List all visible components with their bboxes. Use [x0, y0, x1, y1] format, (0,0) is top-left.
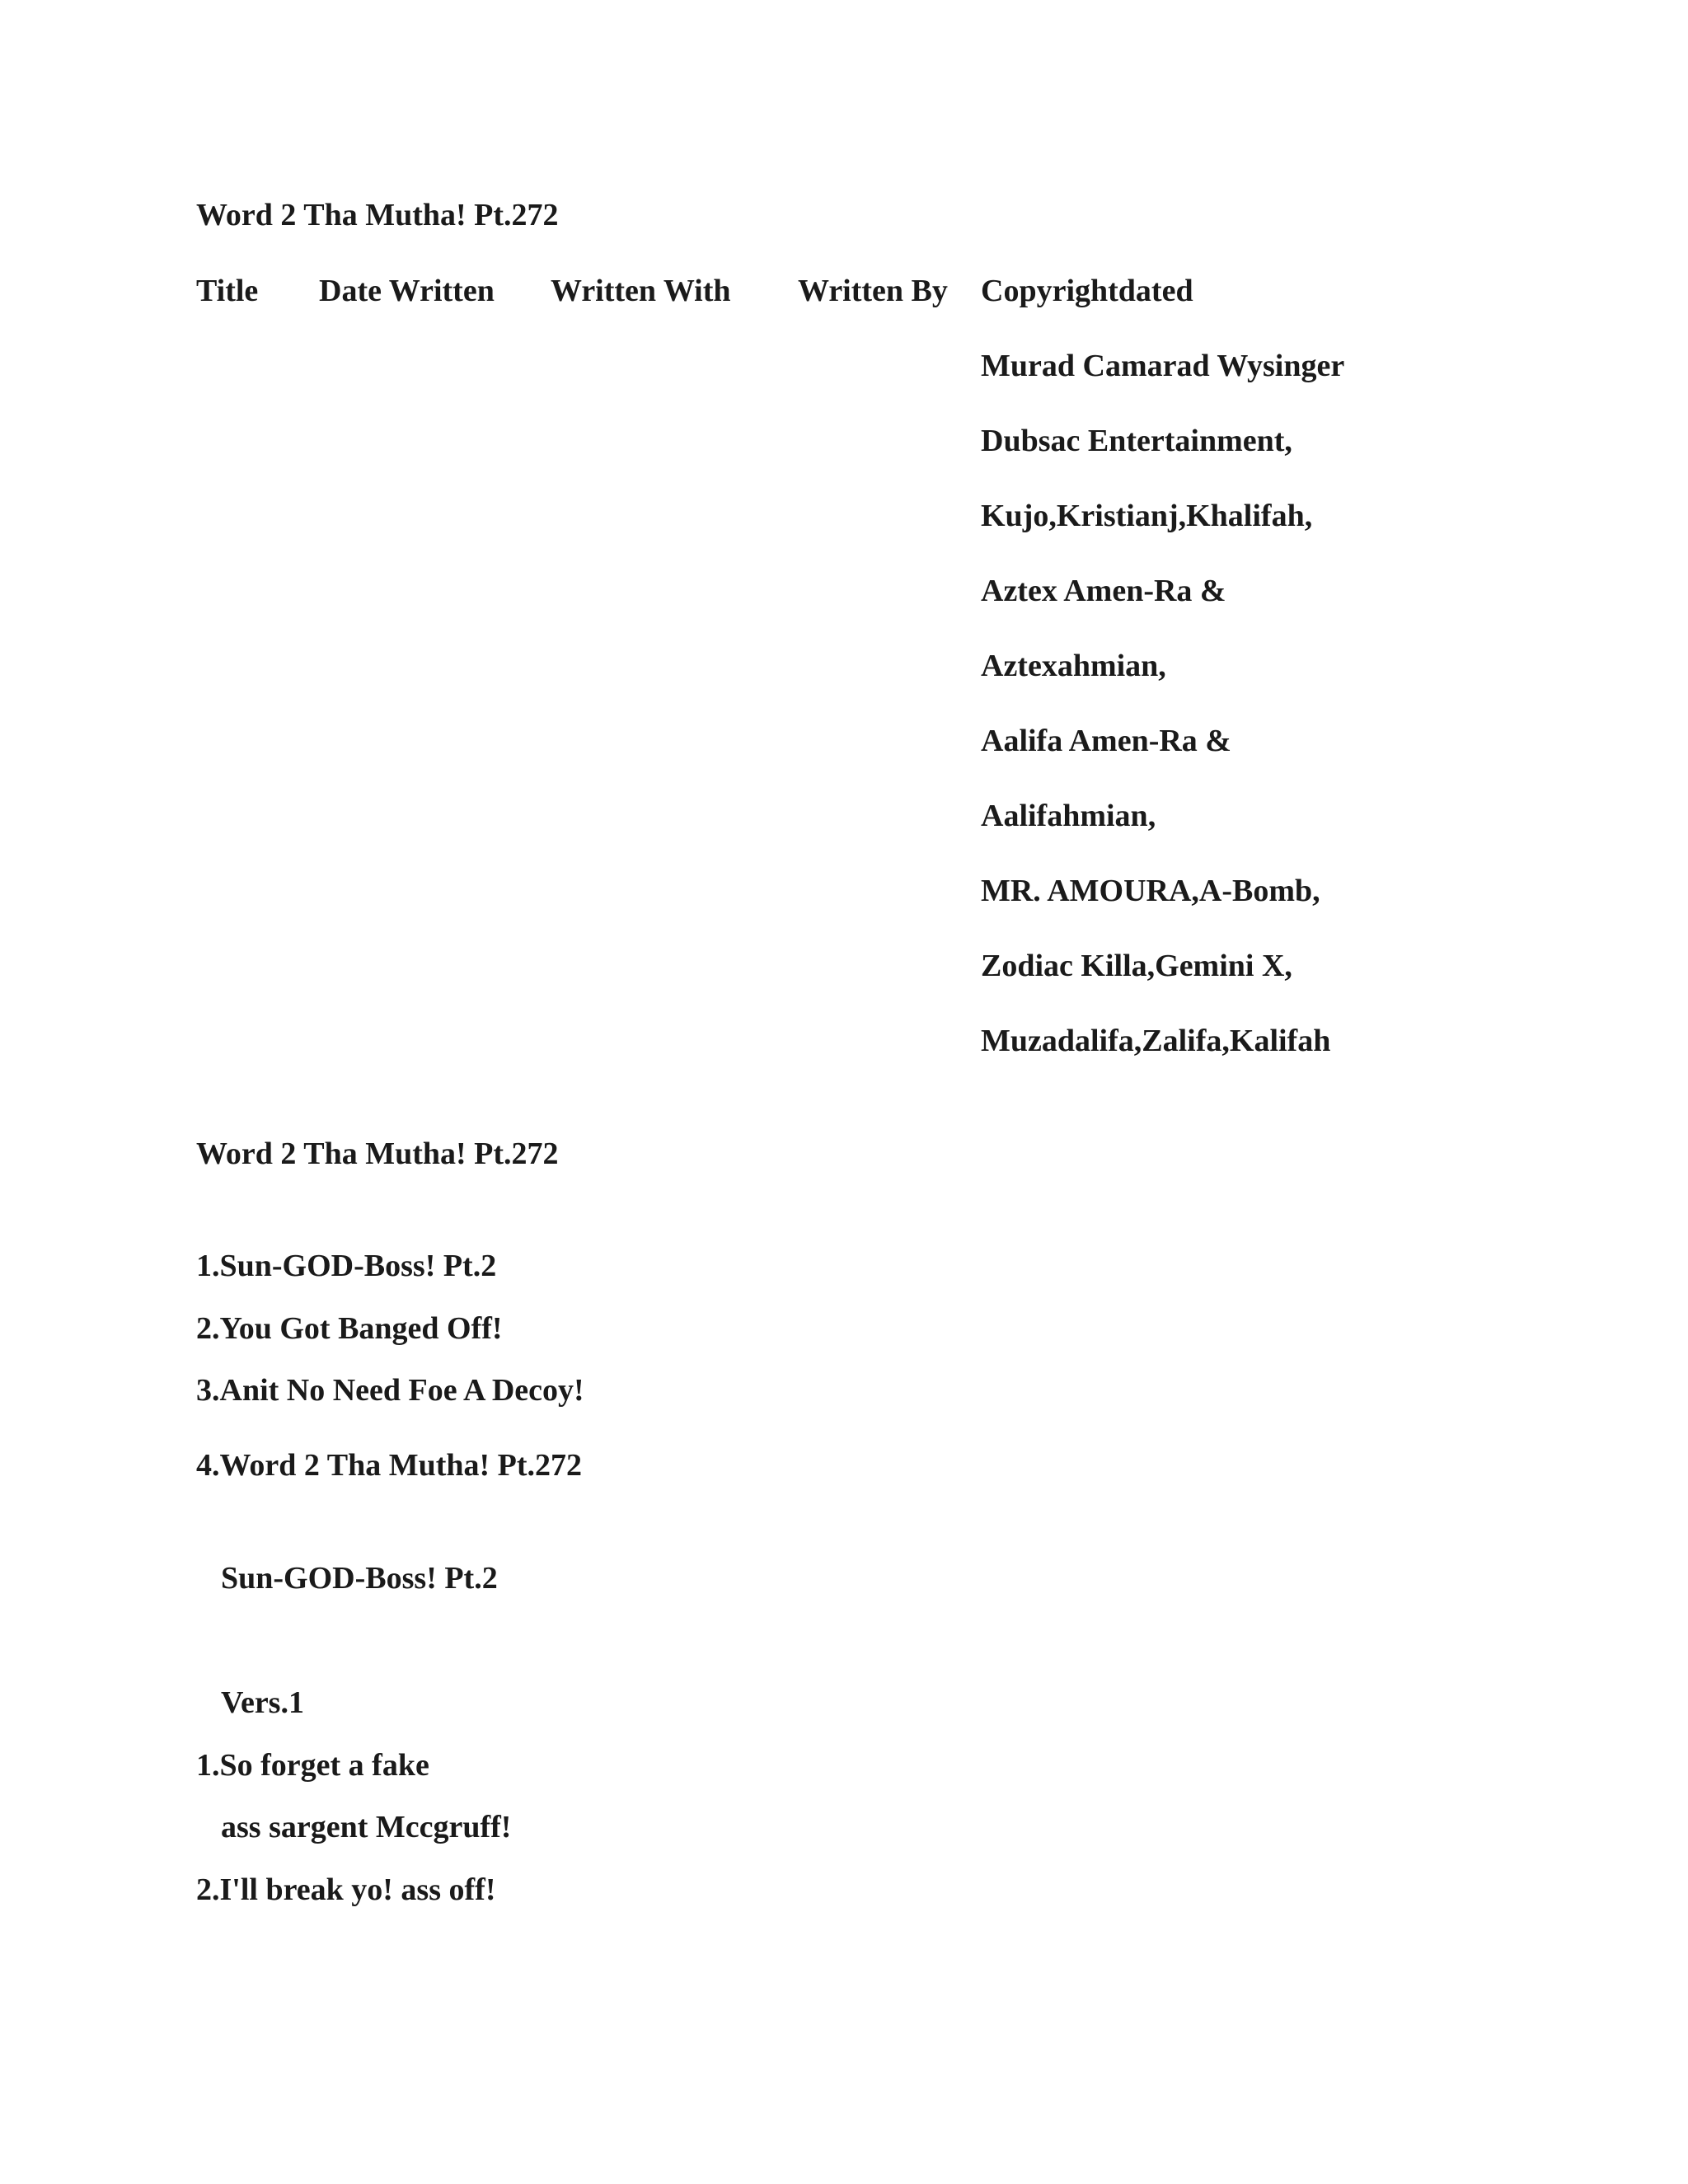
credit-line: Dubsac Entertainment,	[981, 424, 1292, 458]
header-copyright: Copyrightdated	[981, 274, 1193, 308]
track-item: 1.Sun-GOD-Boss! Pt.2	[196, 1249, 497, 1283]
credit-line: Aalifa Amen-Ra &	[981, 724, 1231, 758]
header-written-with: Written With	[551, 274, 731, 308]
credit-line: Zodiac Killa,Gemini X,	[981, 949, 1292, 983]
verse-label: Vers.1	[221, 1685, 304, 1720]
lyric-line: ass sargent Mccgruff!	[221, 1810, 512, 1844]
credit-line: Aztexahmian,	[981, 649, 1166, 683]
track-item: 3.Anit No Need Foe A Decoy!	[196, 1373, 584, 1408]
header-written-by: Written By	[798, 274, 948, 308]
credit-line: Muzadalifa,Zalifa,Kalifah	[981, 1024, 1331, 1058]
credit-line: MR. AMOURA,A-Bomb,	[981, 874, 1320, 908]
song-title: Sun-GOD-Boss! Pt.2	[221, 1561, 498, 1596]
lyric-line: 2.I'll break yo! ass off!	[196, 1872, 496, 1907]
credit-line: Murad Camarad Wysinger	[981, 349, 1345, 383]
document-title: Word 2 Tha Mutha! Pt.272	[196, 198, 559, 232]
credit-line: Aztex Amen-Ra &	[981, 574, 1226, 608]
header-date-written: Date Written	[319, 274, 495, 308]
credit-line: Aalifahmian,	[981, 799, 1156, 833]
track-item: 2.You Got Banged Off!	[196, 1311, 503, 1346]
track-item: 4.Word 2 Tha Mutha! Pt.272	[196, 1448, 583, 1483]
credit-line: Kujo,Kristianj,Khalifah,	[981, 499, 1313, 533]
header-title: Title	[196, 274, 259, 308]
lyric-line: 1.So forget a fake	[196, 1748, 429, 1783]
section-title: Word 2 Tha Mutha! Pt.272	[196, 1137, 559, 1171]
